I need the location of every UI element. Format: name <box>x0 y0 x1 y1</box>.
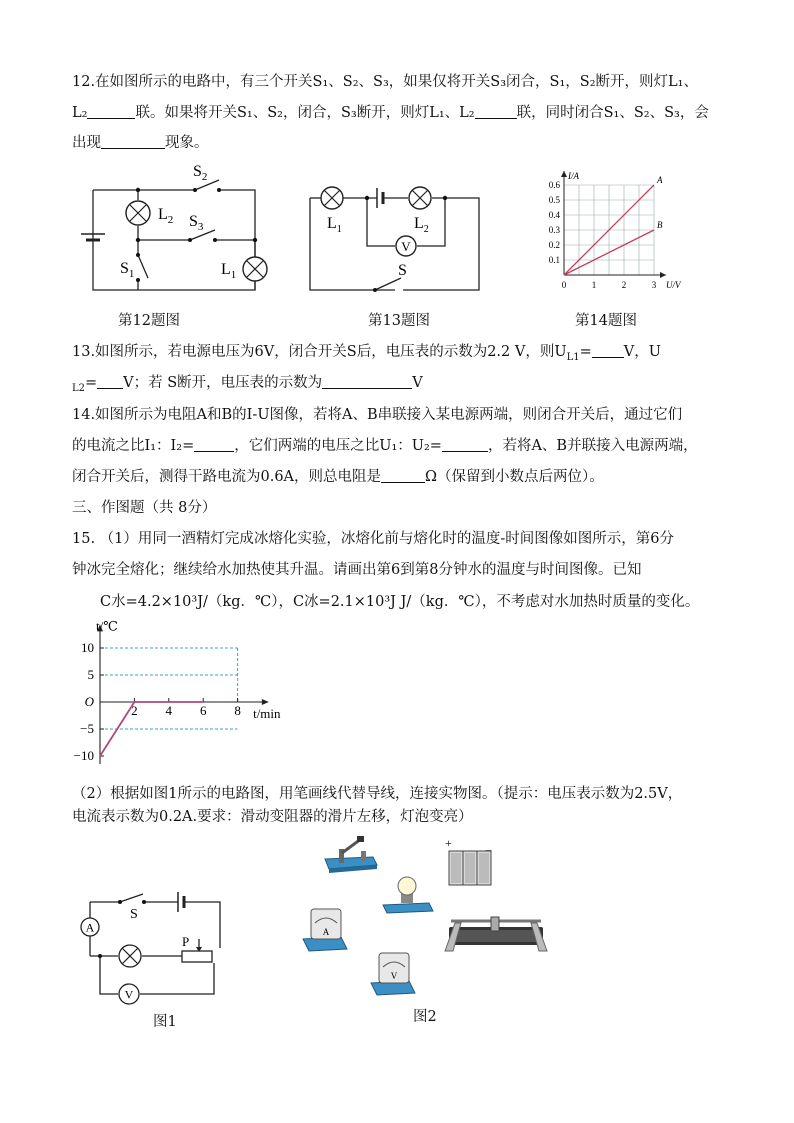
q13-blank-2[interactable] <box>97 374 123 389</box>
q12-line2-mid: 联。如果将开关S₁、S₂，闭合，S₃断开，则灯L₁、L₂ <box>135 105 475 121</box>
section-3-title: 三、作图题（共 8分） <box>72 500 217 516</box>
x-tick-label: 0 <box>561 280 567 290</box>
q13-sub-l1: L1 <box>566 351 580 363</box>
q13-line1 <box>72 340 661 363</box>
q14-text-2: ，它们两端的电压之比U₁：U₂= <box>234 438 442 454</box>
y-tick-label: 0.4 <box>548 210 560 220</box>
fig13-label-s: S <box>398 262 407 279</box>
q15-part2-line2: 电流表示数为0.2A.要求：滑动变阻器的滑片左移，灯泡变亮） <box>72 809 473 825</box>
q14-text-1: 的电流之比I₁：I₂= <box>72 438 195 454</box>
q12-blank-2[interactable] <box>475 104 517 119</box>
series-label-A: A <box>657 175 663 185</box>
svg-text:V: V <box>390 971 398 981</box>
y-tick-label: 10 <box>81 640 94 655</box>
q12-blank-3[interactable] <box>101 134 165 149</box>
fig13-caption: 第13题图 <box>368 313 430 329</box>
fig13-label-l1: $L_1$ <box>327 215 342 235</box>
svg-text:A: A <box>85 920 95 935</box>
y-tick-label: O <box>84 694 94 709</box>
ammeter-device-icon <box>303 909 347 951</box>
x-tick-label: 1 <box>591 280 597 290</box>
q15-part2-line1: （2）根据如图1所示的电路图，用笔画线代替导线，连接实物图。（提示：电压表示数为2.5V， <box>72 786 683 802</box>
q14-text-3: ，若将A、B并联接入电源两端， <box>487 438 698 454</box>
y-tick-label: 5 <box>87 667 94 682</box>
q15-line3: C水=4.2×10³J/（kg．℃），C冰=2.1×10³J J/（kg．℃），不考虑对水加热时质量的变化。 <box>100 594 700 610</box>
svg-text:V: V <box>401 239 411 254</box>
fig12-label-s1: $S_1$ <box>120 260 135 280</box>
q14-blank-2[interactable] <box>442 437 488 452</box>
x-axis-label: U/V <box>666 280 681 290</box>
q13-eq: = <box>579 344 592 360</box>
rheostat-icon <box>182 951 212 962</box>
q12-line3-start: 出现 <box>72 135 101 151</box>
y-axis-label: I/A <box>568 171 579 181</box>
y-axis-label: t/℃ <box>96 618 118 634</box>
series-label-B: B <box>657 220 663 230</box>
q13-eq-2: = <box>85 375 98 391</box>
q13-text-3: V；若 S断开，电压表的示数为 <box>123 375 323 391</box>
fig2-caption: 图2 <box>413 1009 437 1025</box>
q14-line2 <box>72 434 698 455</box>
svg-text:−: − <box>485 843 493 858</box>
fig12-label-l2: $L_2$ <box>158 206 174 226</box>
x-tick-label: 2 <box>621 280 627 290</box>
fig13-circuit <box>305 180 505 300</box>
q14-blank-3[interactable] <box>381 468 425 483</box>
knife-switch-icon <box>325 836 377 873</box>
y-tick-label: −10 <box>73 748 94 763</box>
q14-blank-1[interactable] <box>194 437 234 452</box>
q12-line1: 12.在如图所示的电路中，有三个开关S₁、S₂、S₃，如果仅将开关S₃闭合，S₁，S₂断开，则灯L₁、 <box>72 74 698 90</box>
q12-line3-end: 现象。 <box>165 135 209 151</box>
q13-text-2: V，U <box>623 344 661 360</box>
fig12-label-l1: $L_1$ <box>221 261 237 281</box>
lamp-l1-icon <box>321 187 343 209</box>
y-tick-label: 0.6 <box>548 180 560 190</box>
q13-text-4: V <box>412 375 423 391</box>
y-axis-arrow <box>561 171 567 177</box>
voltmeter-device-icon <box>371 953 415 995</box>
q12-line2 <box>72 101 709 122</box>
voltmeter-icon <box>119 984 139 1004</box>
q12-line2-end: 联，同时闭合S₁、S₂、S₃，会 <box>516 105 709 121</box>
x-axis-arrow <box>262 699 269 705</box>
q15-line2: 钟冰完全熔化；继续给水加热使其升温。请画出第6到第8分钟水的温度与时间图像。已知 <box>72 562 642 578</box>
fig14-iu-chart <box>540 170 690 295</box>
y-tick-label: −5 <box>80 721 94 736</box>
q13-line2 <box>72 371 423 394</box>
bulb-icon <box>383 877 433 913</box>
x-axis-label: t/min <box>253 706 281 721</box>
fig1-label-p: P <box>182 934 190 949</box>
q13-sub-l2: L2 <box>72 382 86 394</box>
x-tick-label: 6 <box>199 703 207 718</box>
voltmeter-icon <box>396 236 416 256</box>
fig12-label-s3: $S_3$ <box>189 213 204 233</box>
ammeter-icon <box>81 918 99 936</box>
x-axis-arrow <box>660 272 666 278</box>
fig12-label-s2: $S_2$ <box>193 163 208 183</box>
q14-text-4: 闭合开关后，测得干路电流为0.6A，则总电阻是 <box>72 469 382 485</box>
q14-text-5: Ω（保留到小数点后两位）。 <box>425 469 604 485</box>
q12-line3 <box>72 131 209 152</box>
rheostat-device-icon <box>445 917 547 951</box>
lamp-l2-icon <box>126 201 150 225</box>
q13-text-1: 13.如图所示，若电源电压为6V，闭合开关S后，电压表的示数为2.2 V，则U <box>72 344 567 360</box>
lamp-l2-icon <box>409 187 431 209</box>
q13-blank-3[interactable] <box>322 374 412 389</box>
svg-text:+: + <box>445 836 452 850</box>
fig12-circuit <box>75 160 275 300</box>
fig14-caption: 第14题图 <box>575 313 637 329</box>
lamp-icon <box>119 945 141 967</box>
fig13-label-l2: $L_2$ <box>414 215 429 235</box>
fig1-circuit <box>78 890 238 1000</box>
q14-line1: 14.如图所示为电阻A和B的I-U图像，若将A、B串联接入某电源两端，则闭合开关后，通过它们 <box>72 407 683 423</box>
q12-blank-1[interactable] <box>87 104 135 119</box>
q13-blank-1[interactable] <box>592 343 624 358</box>
battery-icon <box>445 836 492 885</box>
fig12-caption: 第12题图 <box>118 313 180 329</box>
x-tick-label: 8 <box>234 703 241 718</box>
x-tick-label: 3 <box>651 280 657 290</box>
svg-text:A: A <box>322 927 330 937</box>
fig1-caption: 图1 <box>153 1014 177 1030</box>
fig2-components <box>295 833 555 1003</box>
x-tick-label: 4 <box>165 703 173 718</box>
y-tick-label: 0.5 <box>548 195 560 205</box>
y-tick-label: 0.2 <box>548 240 560 250</box>
fig15-temperature-chart <box>72 617 282 772</box>
q15-line1: 15. （1）用同一酒精灯完成冰熔化实验，冰熔化前与熔化时的温度-时间图像如图所示，第6分 <box>72 531 675 547</box>
y-tick-label: 0.1 <box>548 255 560 265</box>
q14-line3 <box>72 465 604 486</box>
x-tick-label: 2 <box>131 703 138 718</box>
y-tick-label: 0.3 <box>548 225 560 235</box>
lamp-l1-icon <box>243 257 267 281</box>
fig1-label-s: S <box>130 907 138 922</box>
svg-text:V: V <box>124 987 134 1002</box>
q12-l2: L₂ <box>72 105 88 121</box>
